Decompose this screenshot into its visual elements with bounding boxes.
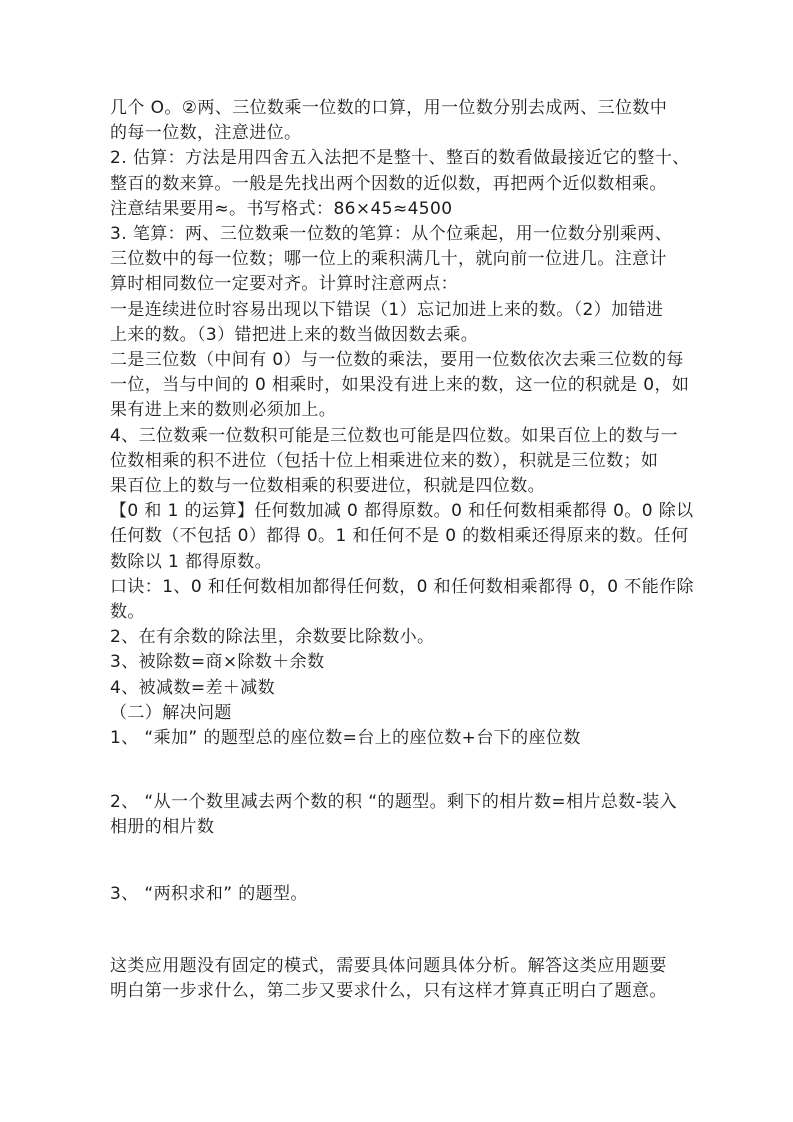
text-line: 任何数（不包括 0）都得 0。1 和任何不是 0 的数相乘还得原来的数。任何	[110, 526, 689, 547]
document-text	[110, 96, 700, 1004]
text-line: 几个 O。②两、三位数乘一位数的口算，用一位数分别去成两、三位数中	[110, 98, 668, 118]
text-line: 数除以 1 都得原数。	[110, 551, 273, 572]
text-line: 2. 估算：方法是用四舍五入法把不是整十、整百的数看做最接近它的整十、	[110, 148, 690, 169]
text-line: 口诀：1、0 和任何数相加都得任何数，0 和任何数相乘都得 0，0 不能作除	[110, 576, 694, 597]
text-line: 2、 “从一个数里减去两个数的积 “的题型。剩下的相片数=相片总数-装入	[110, 792, 678, 813]
text-line: 2、在有余数的除法里，余数要比除数小。	[110, 627, 435, 648]
text-line: 整百的数来算。一般是先找出两个因数的近似数，再把两个近似数相乘。	[110, 173, 667, 194]
text-line: 这类应用题没有固定的模式，需要具体问题具体分析。解答这类应用题要	[110, 955, 667, 976]
text-line: 数。	[110, 602, 145, 623]
text-line: 的每一位数，注意进位。	[110, 123, 302, 144]
text-line: 1、 “乘加” 的题型总的座位数=台上的座位数+台下的座位数	[110, 728, 581, 749]
text-line: 注意结果要用≈。书写格式：86×45≈4500	[110, 198, 453, 219]
text-line: 一是连续进位时容易出现以下错误（1）忘记加进上来的数。（2）加错进	[110, 299, 664, 320]
text-line: 4、被减数=差＋减数	[110, 677, 276, 698]
text-line: 明白第一步求什么，第二步又要求什么，只有这样才算真正明白了题意。	[110, 981, 667, 1002]
text-line: （二）解决问题	[110, 702, 232, 723]
text-block-problem-type-3	[110, 882, 700, 907]
text-line: 三位数中的每一位数；哪一位上的乘积满几十，就向前一位进几。注意计	[110, 249, 667, 270]
text-line: 一位，当与中间的 0 相乘时，如果没有进上来的数，这一位的积就是 0，如	[110, 375, 690, 396]
text-line: 4、三位数乘一位数积可能是三位数也可能是四位数。如果百位上的数与一	[110, 425, 679, 446]
text-line: 3、 “两积求和” 的题型。	[110, 883, 308, 904]
text-line: 果百位上的数与一位数相乘的积要进位，积就是四位数。	[110, 476, 545, 497]
text-line: 二是三位数（中间有 0）与一位数的乘法，要用一位数依次去乘三位数的每	[110, 350, 684, 371]
text-block-closing-note	[110, 954, 700, 1004]
text-line: 3、被除数=商×除数＋余数	[110, 652, 325, 673]
text-line: 果有进上来的数则必须加上。	[110, 400, 337, 421]
text-line: 位数相乘的积不进位（包括十位上相乘进位来的数），积就是三位数；如	[110, 450, 659, 471]
text-line: 算时相同数位一定要对齐。计算时注意两点：	[110, 274, 458, 295]
text-block-main-notes	[110, 96, 700, 751]
text-line: 3. 笔算：两、三位数乘一位数的笔算：从个位乘起，用一位数分别乘两、	[110, 224, 673, 245]
text-line: 【0 和 1 的运算】任何数加减 0 都得原数。0 和任何数相乘都得 0。0 除以	[110, 501, 694, 522]
text-block-problem-type-2	[110, 790, 700, 840]
text-line: 上来的数。（3）错把进上来的数当做因数去乘。	[110, 324, 479, 345]
text-line: 相册的相片数	[110, 817, 215, 838]
